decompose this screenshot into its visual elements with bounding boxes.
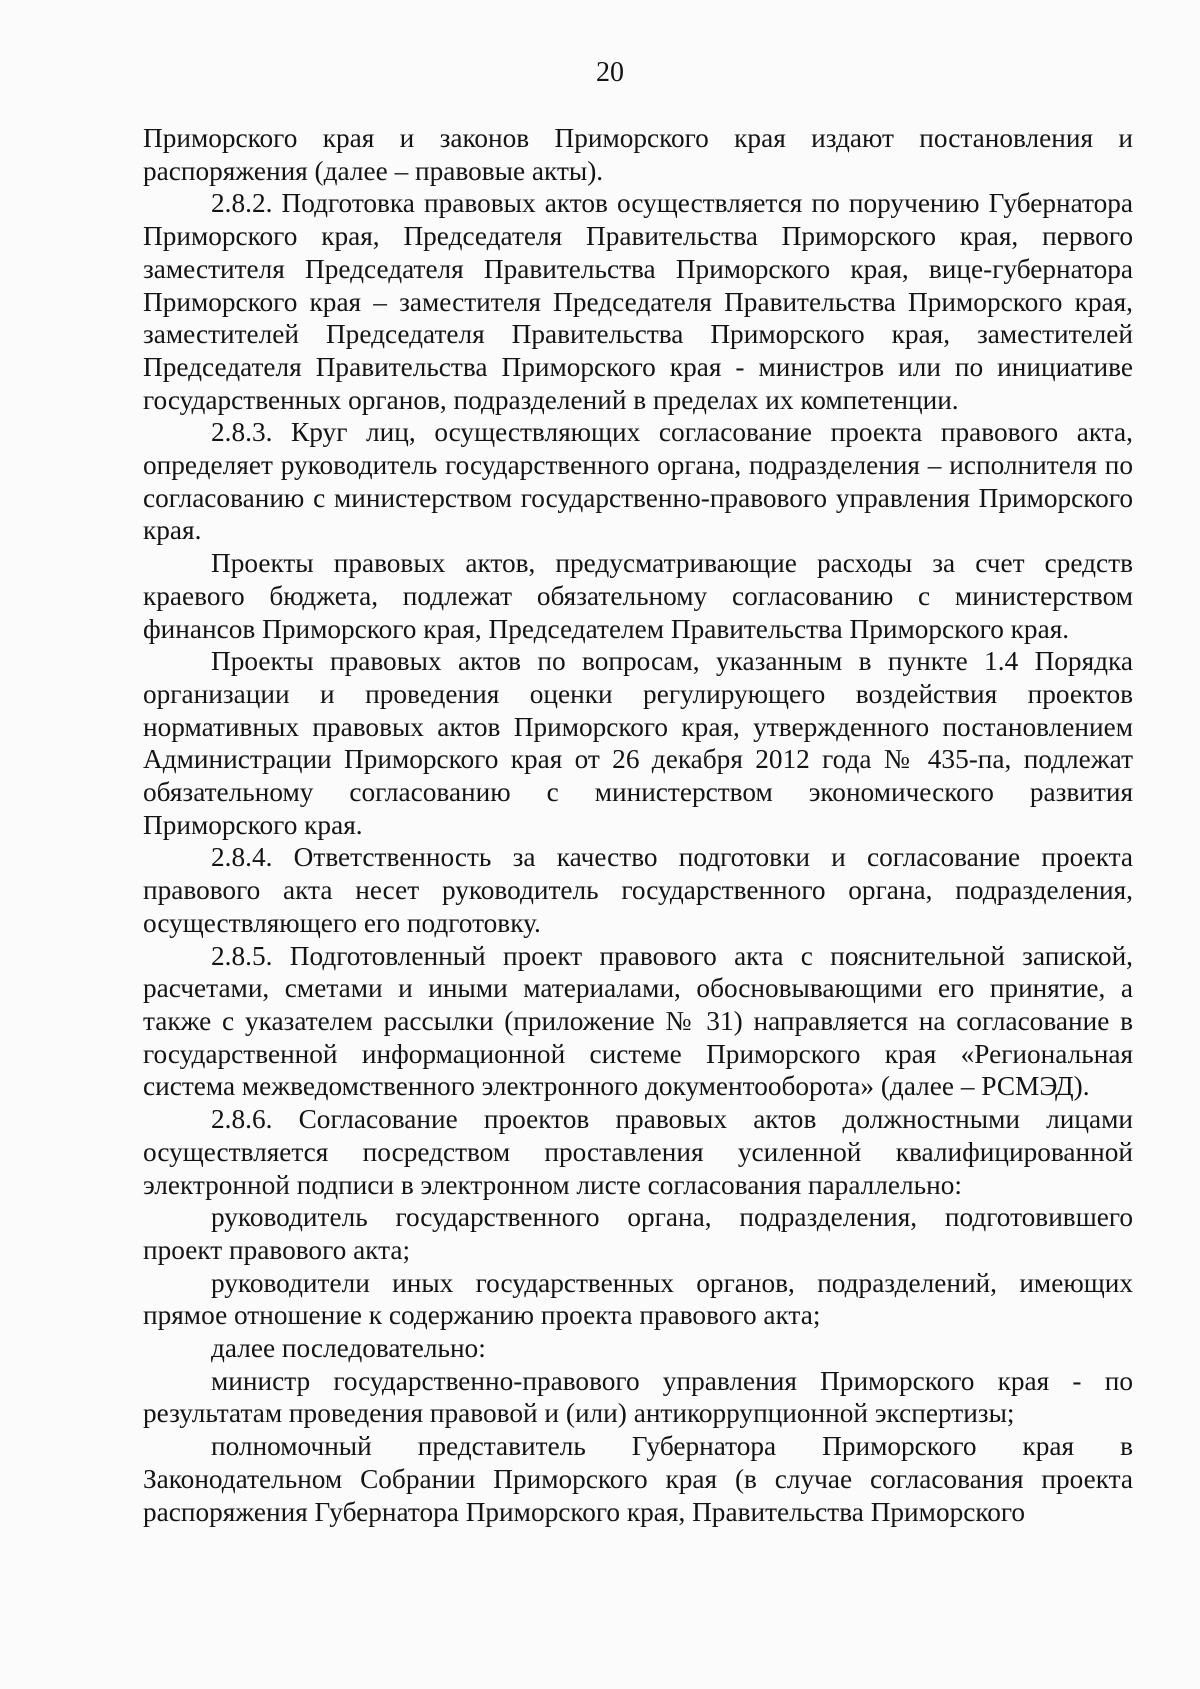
document-body bbox=[143, 122, 1133, 1528]
paragraph: 2.8.6. Согласование проектов правовых актов должностными лицами осуществляется посредством проставления усиленной квалифицированной электронной подписи в электронном листе согласования параллельно: bbox=[143, 1104, 1133, 1200]
paragraph: Проекты правовых актов по вопросам, указанным в пункте 1.4 Порядка организации и проведения оценки регулирующего воздействия проектов нормативных правовых актов Приморского края, утвержденного постановлением Администрации Приморского края от 26 декабря 2012 года № 435-па, подлежат обязательному согласованию с министерством экономического развития Приморского края. bbox=[143, 646, 1133, 840]
paragraph: полномочный представитель Губернатора Приморского края в Законодательном Собрании Приморского края (в случае согласования проекта распоряжения Губернатора Приморского края, Правительства Приморского bbox=[143, 1431, 1133, 1527]
paragraph: руководители иных государственных органов, подразделений, имеющих прямое отношение к содержанию проекта правового акта; bbox=[143, 1267, 1133, 1331]
paragraph: министр государственно-правового управления Приморского края - по результатам проведения правовой и (или) антикоррупционной экспертизы; bbox=[143, 1365, 1133, 1429]
paragraph: 2.8.3. Круг лиц, осуществляющих согласование проекта правового акта, определяет руководитель государственного органа, подразделения – исполнителя по согласованию с министерством государственно-правового управления Приморского края. bbox=[143, 417, 1133, 546]
paragraph: 2.8.2. Подготовка правовых актов осуществляется по поручению Губернатора Приморского края, Председателя Правительства Приморского края, первого заместителя Председателя Правительства Приморского края, вице-губернатора Приморского края – заместителя Председателя Правительства Приморского края, заместителей Председателя Правительства Приморского края, заместителей Председателя Правительства Приморского края - министров или по инициативе государственных органов, подразделений в пределах их компетенции. bbox=[143, 188, 1133, 415]
paragraph: Проекты правовых актов, предусматривающие расходы за счет средств краевого бюджета, подлежат обязательному согласованию с министерством финансов Приморского края, Председателем Правительства Приморского края. bbox=[143, 548, 1133, 644]
page-number: 20 bbox=[596, 57, 624, 88]
paragraph: Приморского края и законов Приморского края издают постановления и распоряжения (далее – правовые акты). bbox=[143, 123, 1133, 186]
paragraph: 2.8.4. Ответственность за качество подготовки и согласование проекта правового акта несет руководитель государственного органа, подразделения, осуществляющего его подготовку. bbox=[143, 842, 1133, 938]
paragraph: руководитель государственного органа, подразделения, подготовившего проект правового акта; bbox=[143, 1202, 1133, 1265]
paragraph: 2.8.5. Подготовленный проект правового акта с пояснительной запиской, расчетами, сметами и иными материалами, обосновывающими его принятие, а также с указателем рассылки (приложение № 31) направляется на согласование в государственной информационной системе Приморского края «Региональная система межведомственного электронного документооборота» (далее – РСМЭД). bbox=[143, 940, 1133, 1102]
paragraph: далее последовательно: bbox=[211, 1333, 486, 1364]
